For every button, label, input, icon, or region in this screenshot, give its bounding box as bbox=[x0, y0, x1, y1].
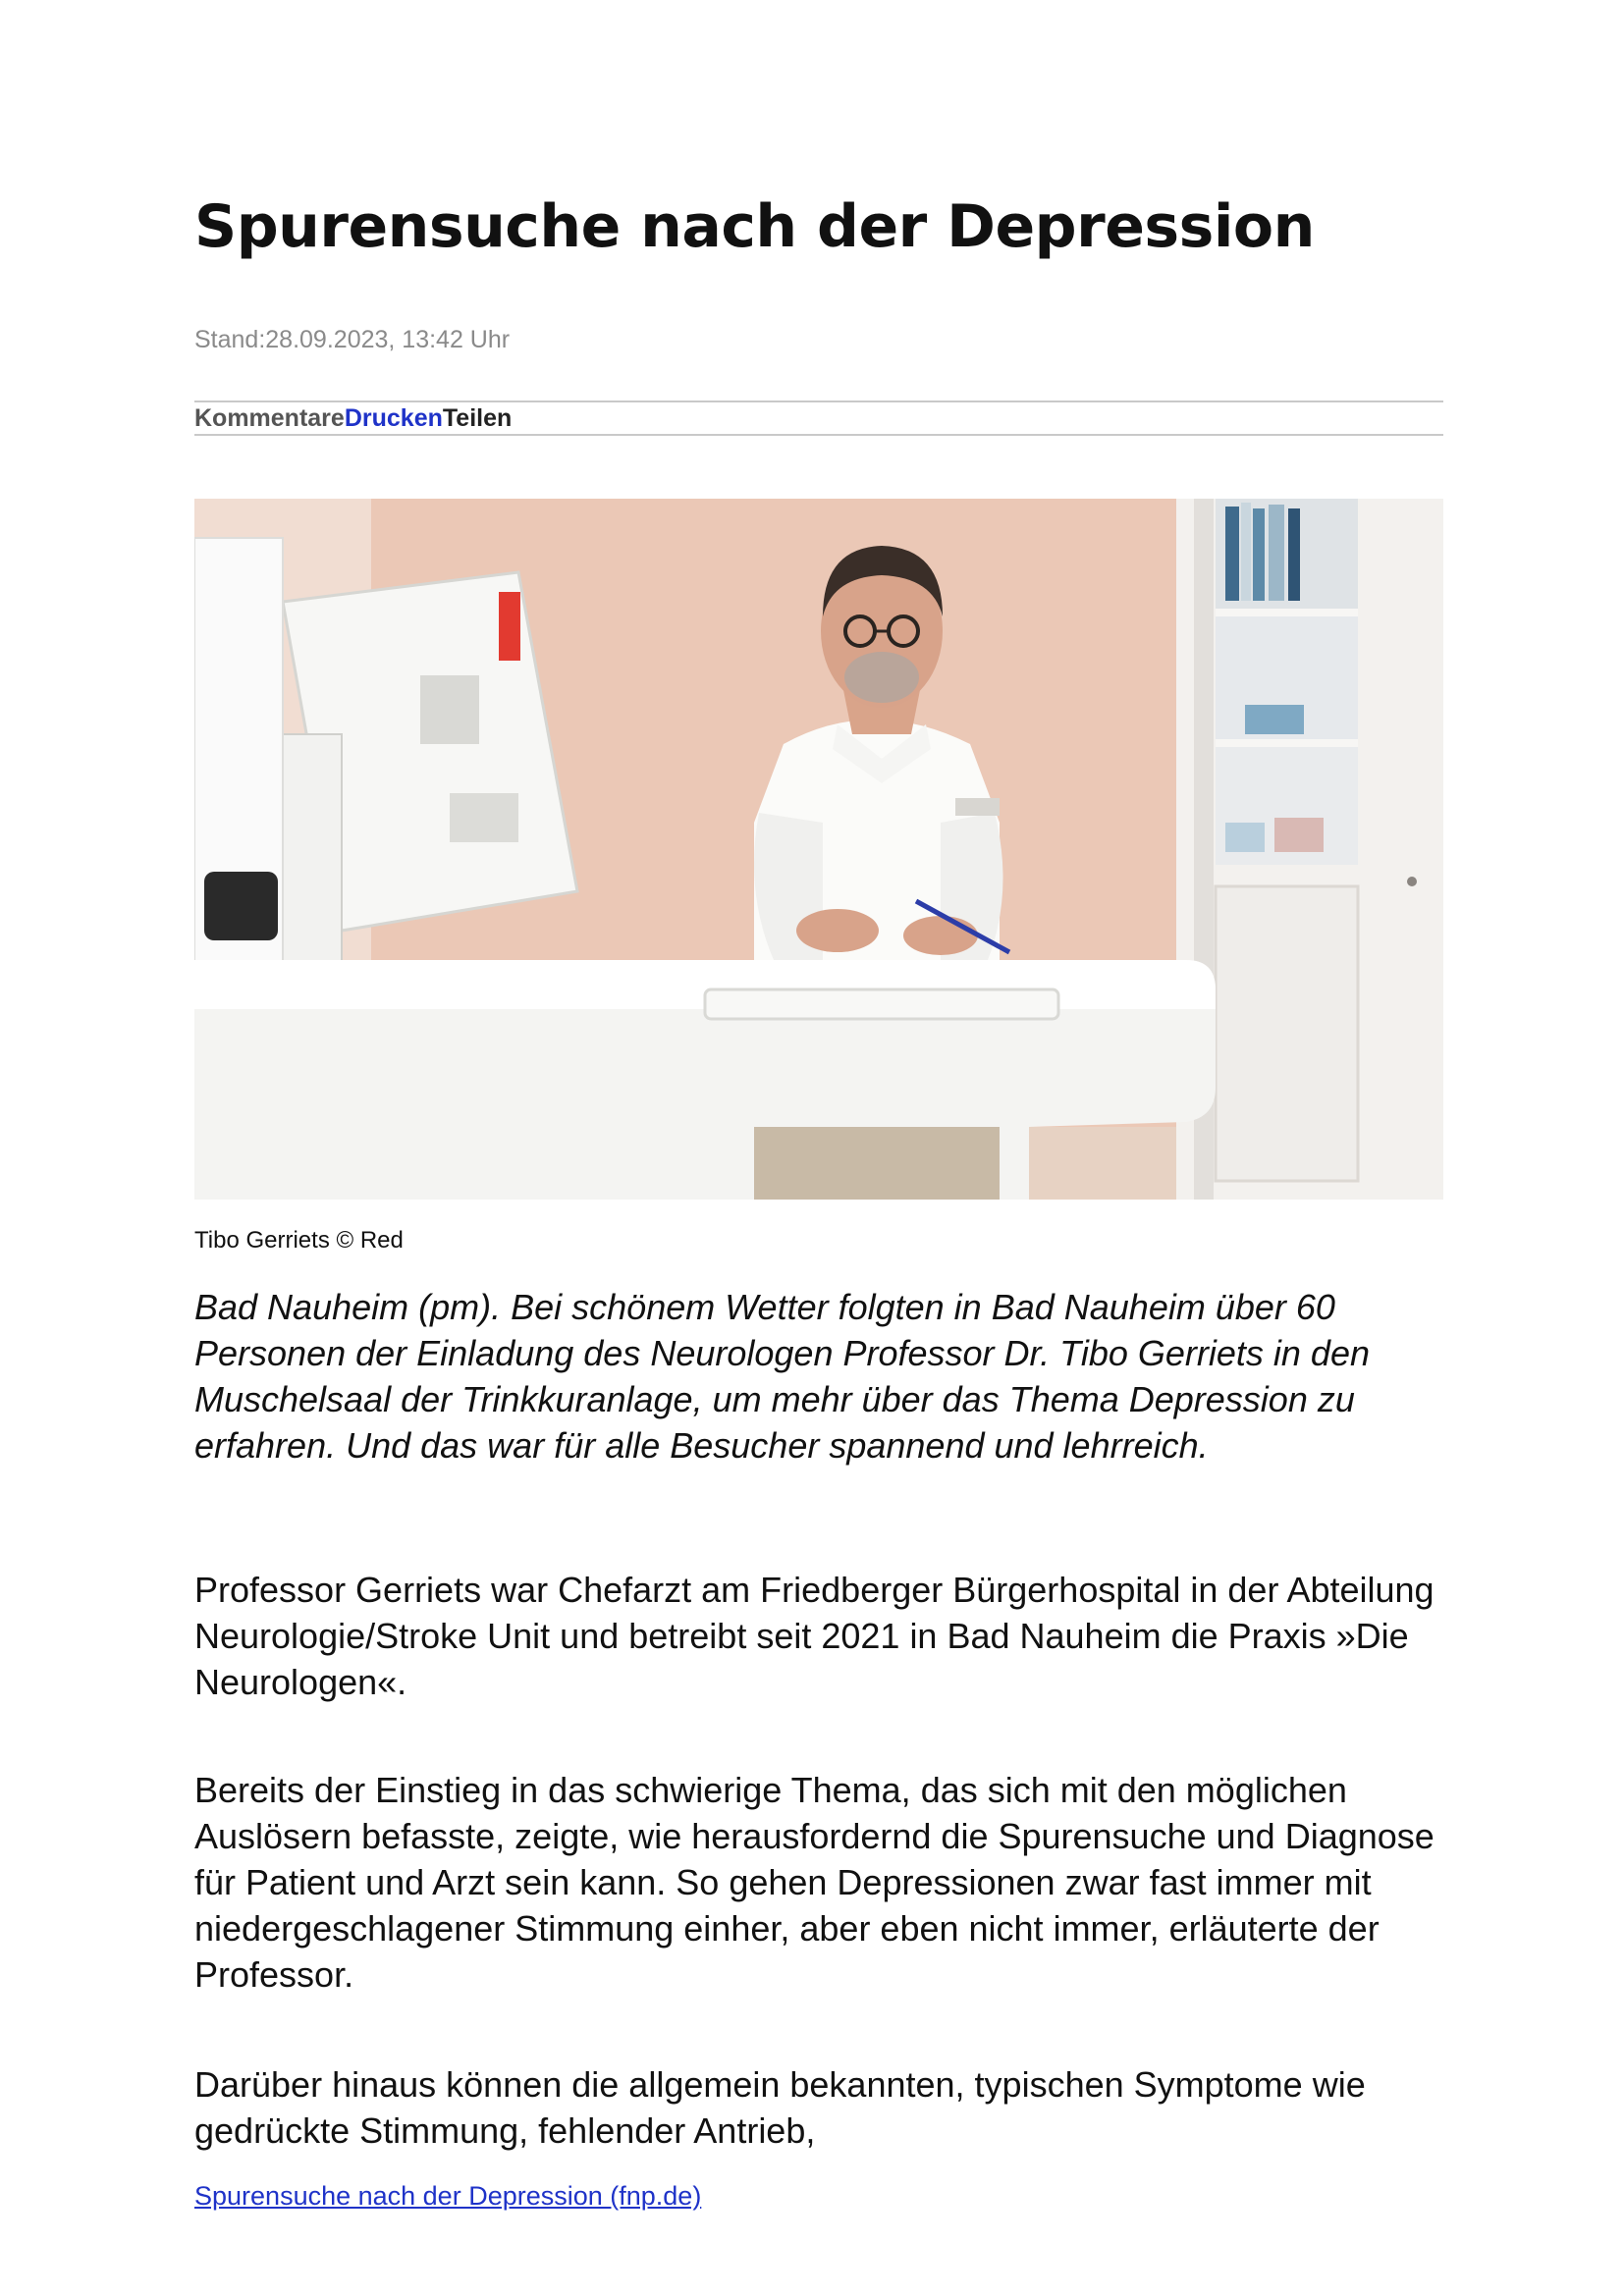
comments-link[interactable]: Kommentare bbox=[194, 404, 345, 432]
share-link[interactable]: Teilen bbox=[442, 404, 513, 432]
body-paragraph: Bereits der Einstieg in das schwierige Thema, das sich mit den möglichen Auslösern befasste, zeigte, wie herausfordernd die Spurensuche und Diagnose für Patient und Arzt sein kann. So gehen Depressionen zwar fast immer mit niedergeschlagener Stimmung einher, aber eben nicht immer, erläuterte der Professor. bbox=[194, 1770, 1435, 1995]
article-title: Spurensuche nach der Depression bbox=[194, 192, 1315, 261]
photo-caption: Tibo Gerriets © Red bbox=[194, 1227, 404, 1254]
article-action-bar bbox=[194, 400, 1443, 436]
lead-paragraph: Bad Nauheim (pm). Bei schönem Wetter folgten in Bad Nauheim über 60 Personen der Einladung des Neurologen Professor Dr. Tibo Gerriets in den Muschelsaal der Trinkkuranlage, um mehr über das Thema Depression zu erfahren. Und das war für alle Besucher spannend und lehrreich. bbox=[194, 1287, 1370, 1466]
body-paragraph: Professor Gerriets war Chefarzt am Friedberger Bürgerhospital in der Abteilung Neurologie/Stroke Unit und betreibt seit 2021 in Bad Nauheim die Praxis »Die Neurologen«. bbox=[194, 1570, 1435, 1702]
article-timestamp: Stand:28.09.2023, 13:42 Uhr bbox=[194, 326, 511, 353]
body-paragraph: Darüber hinaus können die allgemein bekannten, typischen Symptome wie gedrückte Stimmung, fehlender Antrieb, bbox=[194, 2064, 1366, 2151]
article-photo bbox=[194, 499, 1443, 1200]
print-link[interactable]: Drucken bbox=[344, 404, 443, 432]
source-link[interactable]: Spurensuche nach der Depression (fnp.de) bbox=[194, 2181, 702, 2211]
